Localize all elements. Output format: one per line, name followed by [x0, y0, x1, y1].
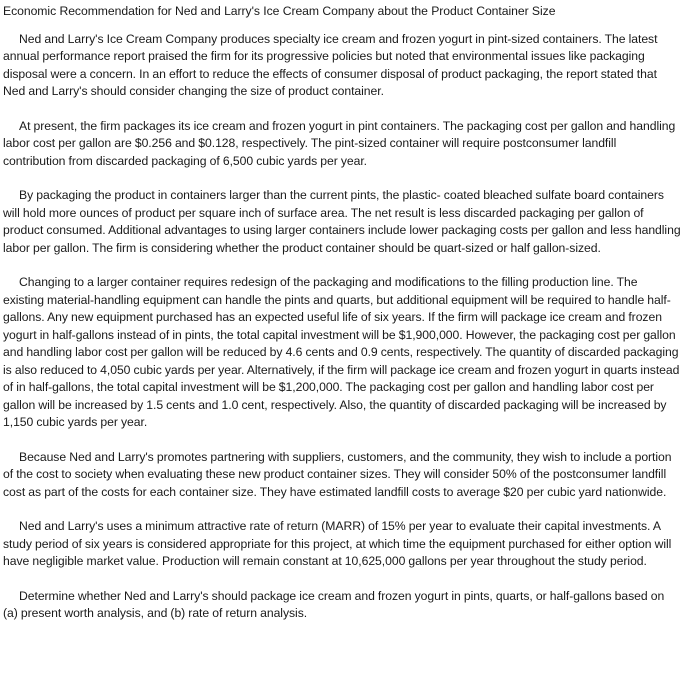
document-title: Economic Recommendation for Ned and Larry's Ice Cream Company about the Product Container Size	[3, 4, 556, 18]
paragraph-landfill-cost: Because Ned and Larry's promotes partnering with suppliers, customers, and the community, they wish to include a portion of the cost to society when evaluating these new product container sizes. They will consider 50% of the postconsumer landfill cost as part of the costs for each container size. They have estimated landfill costs to average $20 per cubic yard nationwide.	[3, 449, 672, 499]
paragraph-company-background: Ned and Larry's Ice Cream Company produces specialty ice cream and frozen yogurt in pint-sized containers. The latest annual performance report praised the firm for its progressive policies but noted that environmental issues like packaging disposal were a concern. In an effort to reduce the effects of consumer disposal of product packaging, the report stated that Ned and Larry's should consider changing the size of product container.	[3, 31, 658, 98]
paragraph-pint-costs: At present, the firm packages its ice cream and frozen yogurt in pint containers. The packaging cost per gallon and handling labor cost per gallon are $0.256 and $0.128, respectively. The pint-sized container will require postconsumer landfill contribution from discarded packaging of 6,500 cubic yards per year.	[3, 118, 676, 168]
paragraph-marr-study-period: Ned and Larry's uses a minimum attractive rate of return (MARR) of 15% per year to evaluate their capital investments. A study period of six years is considered appropriate for this project, at which time the equipment purchased for either option will have negligible market value. Production will remain constant at 10,625,000 gallons per year throughout the study period.	[3, 519, 672, 568]
paragraph-larger-containers: By packaging the product in containers larger than the current pints, the plastic- coated bleached sulfate board containers will hold more ounces of product per square inch of surface area. The net result is less discarded packaging per gallon of product consumed. Additional advantages to using larger containers include lower packaging costs per gallon and less handling labor per gallon. The firm is considering whether the product container should be quart-sized or half gallon-sized.	[3, 188, 681, 255]
paragraph-question: Determine whether Ned and Larry's should package ice cream and frozen yogurt in pints, quarts, or half-gallons based on (a) present worth analysis, and (b) rate of return analysis.	[3, 588, 665, 620]
paragraph-container-options: Changing to a larger container requires redesign of the packaging and modifications to the filling production line. The existing material-handling equipment can handle the pints and quarts, but additional equipment will be required to handle half- gallons. Any new equipment purchased has an expected useful life of six years. If the firm will package ice cream and frozen yogurt in half-gallons instead of in pints, the total capital investment will be $1,900,000. However, the packaging cost per gallon and handling labor cost per gallon will be reduced by 4.6 cents and 0.9 cents, respectively. The quantity of discarded packaging is also reduced to 4,050 cubic yards per year. Alternatively, if the firm will package ice cream and frozen yogurt in quarts instead of in half-gallons, the total capital investment will be $1,200,000. The packaging cost per gallon and handling labor cost per gallon will be increased by 1.5 cents and 1.0 cent, respectively. Also, the quantity of discarded packaging will be increased by 1,150 cubic yards per year.	[3, 275, 680, 429]
